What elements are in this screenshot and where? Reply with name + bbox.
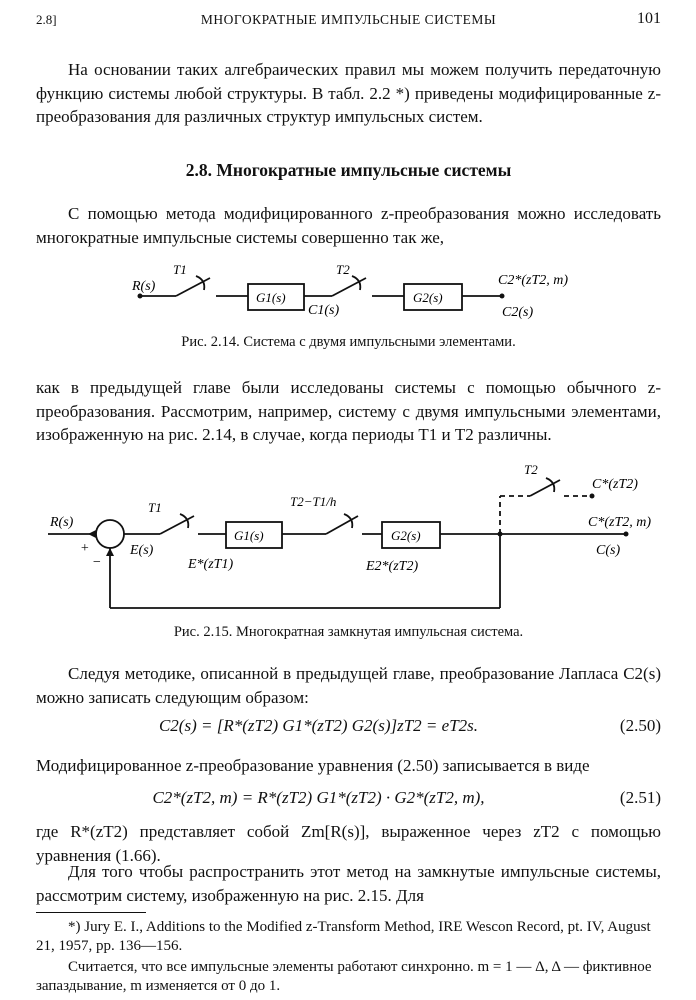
- paragraph-laplace: Следуя методике, описанной в предыдущей главе, преобразование Лапласа C2(s) можно записать следующим образом:: [36, 664, 661, 707]
- fig2-label-t1: T1: [148, 500, 162, 515]
- fig2-label-plus: +: [80, 541, 90, 556]
- fig2-label-e2: E2*(zT2): [366, 559, 419, 574]
- paragraph-closed-loop: Для того чтобы распространить этот метод на замкнутые импульсные системы, рассмотрим систему, изображенную на рис. 2.15. Для: [36, 862, 661, 905]
- feedback-arrow: [106, 548, 114, 556]
- equation-2-50: [36, 716, 661, 742]
- page-header: [36, 10, 661, 32]
- fig1-label-g1: G1(s): [256, 290, 286, 305]
- fig2-label-c: C(s): [596, 543, 621, 558]
- page-number: 101: [637, 10, 661, 27]
- paragraph-intro: На основании таких алгебраических правил мы можем получить передаточную функцию системы любой структуры. В табл. 2.2 *) приведены модифицированные z-преобразования для различных структур импульсных систем.: [36, 60, 661, 126]
- equation-2-51-expression: C2*(zT2, m) = R*(zT2) G1*(zT2) · G2*(zT2, m),: [152, 788, 485, 807]
- equation-2-50-number: (2.50): [619, 716, 661, 735]
- fig1-label-g2: G2(s): [413, 290, 443, 305]
- equation-2-51-number: (2.51): [619, 788, 661, 807]
- fig2-label-g2: G2(s): [391, 528, 421, 543]
- fig1-label-c1: C1(s): [308, 303, 340, 318]
- footnote-sync: Считается, что все импульсные элементы работают синхронно. m = 1 — Δ, Δ — фиктивное запаздывание, m изменяется от 0 до 1.: [36, 959, 652, 994]
- section-number: 2.8]: [36, 12, 57, 27]
- paragraph-where: где R*(zT2) представляет собой Zm[R(s)], выраженное через zT2 с помощью уравнения (1.66).: [36, 822, 661, 865]
- figure-2-14-diagram: [36, 256, 661, 328]
- fig2-label-cstar: C*(zT2): [592, 477, 638, 492]
- equation-2-50-expression: C2(s) = [R*(zT2) G1*(zT2) G2(s)]zT2 = eT2s.: [158, 716, 479, 735]
- equation-2-51: [36, 788, 661, 814]
- running-title: МНОГОКРАТНЫЕ ИМПУЛЬСНЫЕ СИСТЕМЫ: [200, 12, 497, 27]
- paragraph-example: как в предыдущей главе были исследованы системы с помощью обычного z-преобразования. Рассмотрим, например, систему с двумя импульсными элементами, изображенную на рис. 2.14, в случае, когда периоды T1 и T2 различны.: [36, 378, 661, 444]
- figure-2-14-caption: Рис. 2.14. Система с двумя импульсными элементами.: [181, 334, 516, 350]
- paragraph-modified: Модифицированное z-преобразование уравнения (2.50) записывается в виде: [36, 756, 590, 775]
- figure-2-15-diagram: [36, 458, 661, 620]
- fig1-label-c2: C2(s): [502, 305, 534, 320]
- fig1-label-t2: T2: [336, 262, 350, 277]
- paragraph-method: С помощью метода модифицированного z-преобразования можно исследовать многократные импульсные системы совершенно так же,: [36, 204, 661, 247]
- fig2-label-estar: E*(zT1): [188, 557, 234, 572]
- fig1-label-r: R(s): [132, 279, 156, 294]
- fig1-label-output: C2*(zT2, m): [498, 273, 569, 288]
- fig1-label-t1: T1: [173, 262, 187, 277]
- footnote-rule: [36, 912, 146, 913]
- fig2-label-r: R(s): [50, 515, 74, 530]
- fig2-label-cstar-m: C*(zT2, m): [588, 515, 652, 530]
- footnote-reference: *) Jury E. I., Additions to the Modified z-Transform Method, IRE Wescon Record, pt. IV, August 21, 1957, pp. 136—156.: [36, 919, 651, 954]
- fig2-label-g1: G1(s): [234, 528, 264, 543]
- figure-2-15-caption: Рис. 2.15. Многократная замкнутая импульсная система.: [173, 624, 524, 640]
- fig2-label-t2: T2: [524, 462, 538, 477]
- fig2-label-delay: T2−T1/h: [290, 494, 337, 509]
- summer-input-arrow: [88, 530, 96, 538]
- section-title: 2.8. Многократные импульсные системы: [185, 160, 512, 180]
- fig2-label-minus: −: [92, 555, 102, 570]
- fig2-label-e: E(s): [130, 543, 154, 558]
